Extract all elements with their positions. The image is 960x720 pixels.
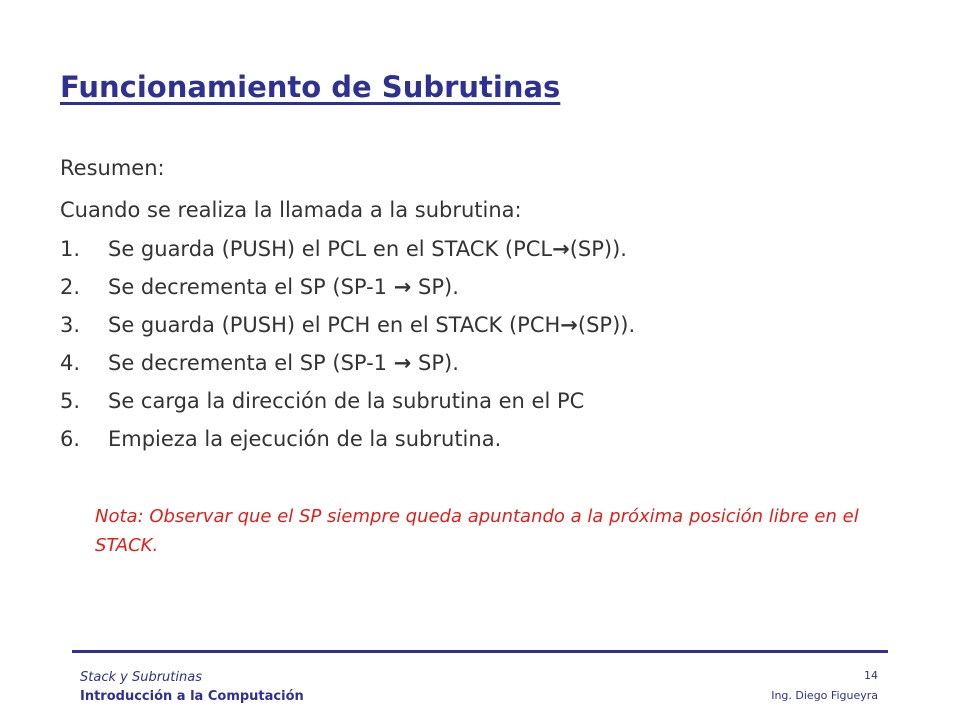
footer-right <box>771 666 878 706</box>
list-item <box>60 268 635 306</box>
footer-author: Ing. Diego Figueyra <box>771 689 878 702</box>
list-item <box>60 344 635 382</box>
step-text: Se guarda (PUSH) el PCH en el STACK (PCH→(SP)). <box>108 313 636 337</box>
step-text: Se guarda (PUSH) el PCL en el STACK (PCL→(SP)). <box>108 237 627 261</box>
list-item <box>60 420 635 458</box>
intro-summary: Resumen: <box>60 156 165 180</box>
step-number: 1. <box>60 237 81 261</box>
step-text: Se carga la dirección de la subrutina en el PC <box>108 389 585 413</box>
arrow-right-icon: → <box>393 351 412 375</box>
step-number: 2. <box>60 275 81 299</box>
slide-title: Funcionamiento de Subrutinas <box>60 70 561 104</box>
steps-list <box>60 230 635 458</box>
footer-left <box>80 668 304 706</box>
page-number: 14 <box>864 669 878 682</box>
footer-course: Introducción a la Computación <box>80 689 304 704</box>
list-item <box>60 382 635 420</box>
intro-context: Cuando se realiza la llamada a la subrutina: <box>60 198 522 222</box>
footer-divider <box>72 650 888 653</box>
arrow-right-icon: → <box>552 237 570 261</box>
footer-topic: Stack y Subrutinas <box>80 670 202 685</box>
step-text: Empieza la ejecución de la subrutina. <box>108 427 502 451</box>
step-number: 3. <box>60 313 81 337</box>
arrow-right-icon: → <box>393 275 412 299</box>
step-text: Se decrementa el SP (SP-1 → SP). <box>108 275 459 299</box>
arrow-right-icon: → <box>560 313 578 337</box>
step-number: 6. <box>60 427 81 451</box>
step-number: 4. <box>60 351 81 375</box>
note-text: Nota: Observar que el SP siempre queda apuntando a la próxima posición libre en el STACK. <box>95 506 859 556</box>
step-text: Se decrementa el SP (SP-1 → SP). <box>108 351 459 375</box>
step-number: 5. <box>60 389 81 413</box>
list-item <box>60 306 635 344</box>
list-item <box>60 230 635 268</box>
